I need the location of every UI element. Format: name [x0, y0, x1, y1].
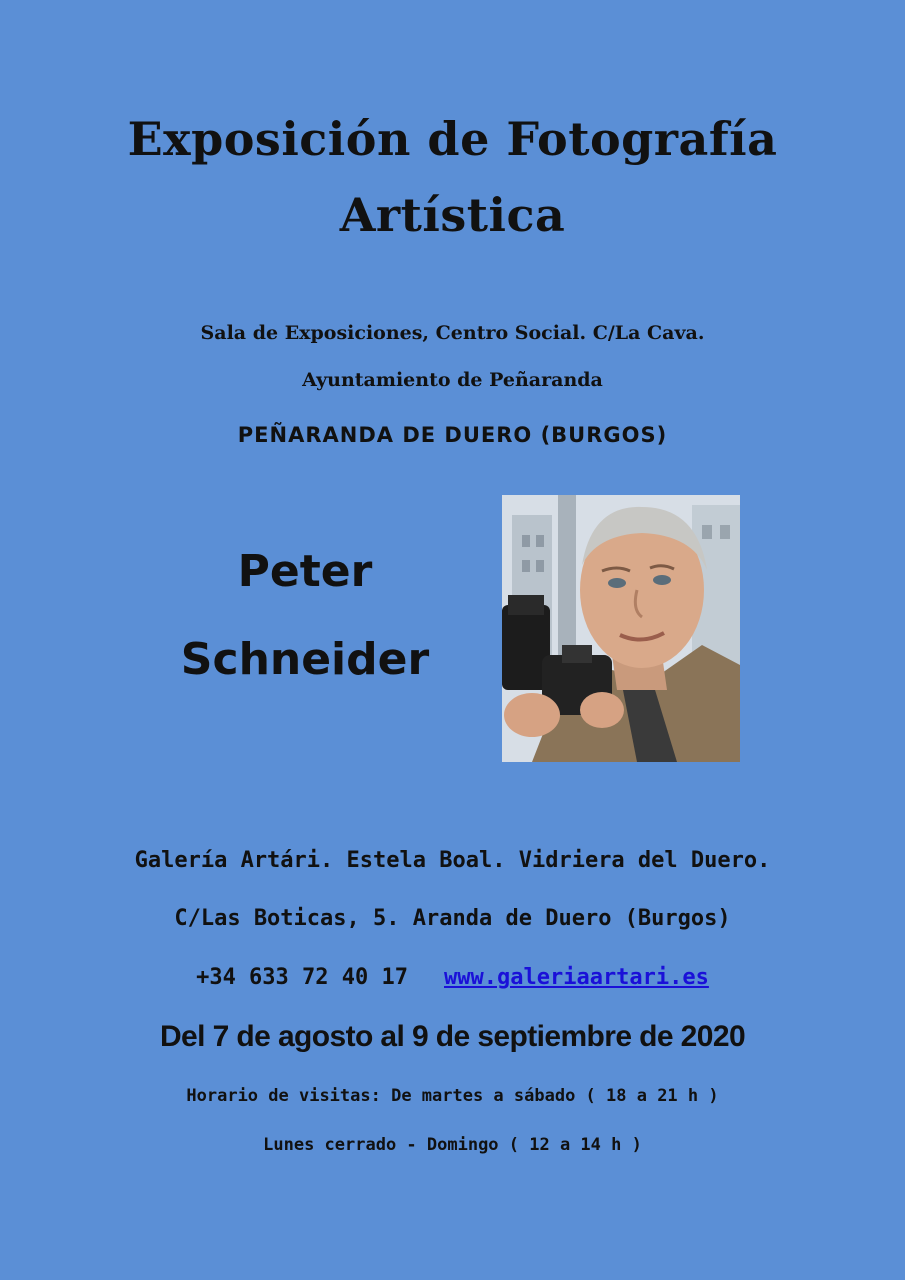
artist-photo [502, 495, 740, 762]
venue-line-2: Ayuntamiento de Peñaranda [302, 369, 603, 391]
venue-city: PEÑARANDA DE DUERO (BURGOS) [237, 423, 668, 447]
venue-line-1: Sala de Exposiciones, Centro Social. C/La Cava. [200, 322, 705, 344]
artist-first-name: Peter [237, 546, 373, 597]
portrait-photo-icon [502, 495, 740, 762]
closed-hours: Lunes cerrado - Domingo ( 12 a 14 h ) [263, 1135, 642, 1155]
gallery-line-1: Galería Artári. Estela Boal. Vidriera del Duero. [134, 848, 771, 873]
title-line-2: Artística [339, 188, 566, 242]
title-line-1: Exposición de Fotografía [127, 112, 778, 166]
contact-row [0, 965, 905, 990]
visiting-hours: Horario de visitas: De martes a sábado ( 18 a 21 h ) [186, 1086, 719, 1106]
website-link[interactable]: www.galeriaartari.es [444, 965, 709, 990]
phone-number: +34 633 72 40 17 [196, 965, 408, 990]
exhibition-dates: Del 7 de agosto al 9 de septiembre de 2020 [159, 1020, 746, 1053]
gallery-address: C/Las Boticas, 5. Aranda de Duero (Burgos) [174, 906, 731, 931]
artist-last-name: Schneider [180, 634, 430, 685]
